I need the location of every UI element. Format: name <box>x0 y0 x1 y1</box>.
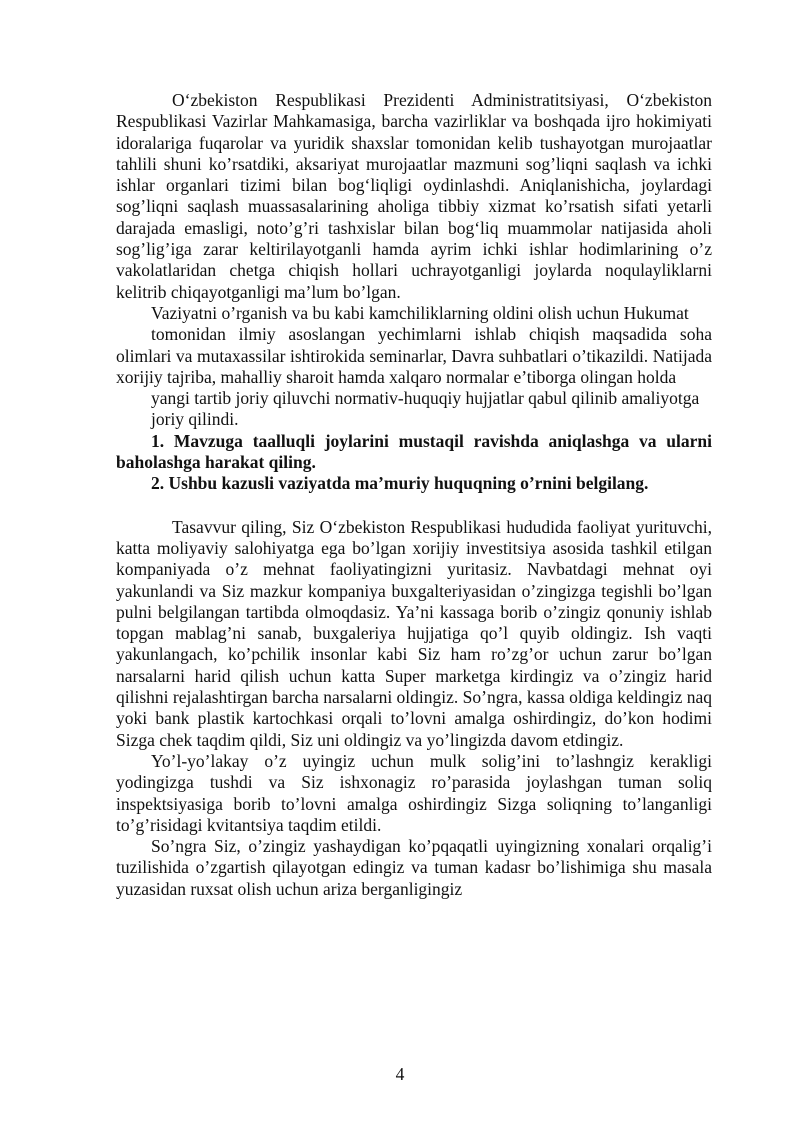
page-number: 4 <box>395 1064 405 1084</box>
section-gap <box>116 495 712 517</box>
paragraph-property-tax: Yo’l-yo’lakay o’z uyingiz uchun mulk solig’ini to’lashngiz kerakligi yodingizga tushdi va Siz ishxonagiz ro’parasida joylashgan tuman soliq inspektsiyasiga borib to’lovni amalga oshirdingiz Sizga soliqning to’langanligi to’g’risidagi kvitantsiya taqdim etildi. <box>116 750 712 835</box>
paragraph-cadastre: So’ngra Siz, o’zingiz yashaydigan ko’pqaqatli uyingizning xonalari orqalig’i tuzilishida o’zgartish qilayotgan edingiz va tuman kadasr bo’lishimiga shu masala yuzasidan ruxsat olish uchun ariza berganligingiz <box>116 836 712 899</box>
paragraph-new-procedure: yangi tartib joriy qiluvchi normativ-huquqiy hujjatlar qabul qilinib amaliyotga <box>151 388 700 409</box>
paragraph-government-solutions: tomonidan ilmiy asoslangan yechimlarni ishlab chiqish maqsadida soha olimlari va mutaxassilar ishtirokida seminarlar, Davra suhbatlari o’tikazildi. Natijada xorijiy tajriba, mahalliy sharoit hamda xalqaro normalar e’tiborga olingan holda <box>116 324 712 387</box>
paragraph-situation-study: Vaziyatni o’rganish va bu kabi kamchiliklarning oldini olish uchun Hukumat <box>151 302 689 323</box>
paragraph-imagine-scenario: Tasavvur qiling, Siz O‘zbekiston Respublikasi hududida faoliyat yurituvchi, katta moliyaviy salohiyatga ega bo’lgan xorijiy investitsiya asosida tashkil etilgan kompaniyada o’z mehnat faoliyatingizni yuritasiz. Navbatdagi mehnat oyi yakunlandi va Siz mazkur kompaniya buxgalteriyasidan o’zingizga tegishli bo’lgan pulni belgilangan tartibda olmoqdasiz. Ya’ni kassaga borib o’zingiz qonuniy ishlab topgan mablag’ni sanab, buxgaleriya hujjatiga qo’l quyib oldingiz. Ish vaqti yakunlangach, ko’pchilik insonlar kabi Siz ham ro’zg’or uchun zarur bo’lgan narsalarni harid qilish uchun katta Super marketga kirdingiz va o’zingiz harid qilishni rejalashtirgan barcha narsalarni oldingiz. So’ngra, kassa oldiga keldingiz naq yoki bank plastik kartochkasi orqali to’lovni amalga oshirdingiz, do’kon hodimi Sizga chek taqdim qildi, Siz uni oldingiz va yo’lingizda davom etdingiz. <box>116 516 712 750</box>
paragraph-implemented: joriy qilindi. <box>151 409 239 430</box>
task-2: 2. Ushbu kazusli vaziyatda ma’muriy huquqning o’rnini belgilang. <box>151 473 649 494</box>
paragraph-appeals-analysis: O‘zbekiston Respublikasi Prezidenti Administratitsiyasi, O‘zbekiston Respublikasi Vazirlar Mahkamasiga, barcha vazirliklar va boshqada ijro hokimiyati idoralariga fuqarolar va yuridik shaxslar tomonidan kelib tushayotgan murojaatlar tahlili shuni ko’rsatdiki, aksariyat murojaatlar mazmuni sog’liqni saqlash va ichki ishlar organlari tizimi bilan bog‘liqligi oydinlashdi. Aniqlanishicha, joylardagi sog’liqni saqlash muassasalarining aholiga tibbiy xizmat ko’rsatish sifati yetarli darajada emasligi, noto’g’ri tashxislar bilan bog‘liq muammolar natijasida aholi sog’lig’iga zarar keltirilayotganli hamda ayrim ichki ishlar hodimlarining o’z vakolatlaridan chetga chiqish hollari uchrayotganligi joylarda noqulayliklarni kelitrib chiqayotganligi ma’lum bo’lgan. <box>116 90 712 302</box>
task-1: 1. Mavzuga taalluqli joylarini mustaqil ravishda aniqlashga va ularni baholashga harakat qiling. <box>116 430 712 473</box>
document-page <box>116 90 712 900</box>
